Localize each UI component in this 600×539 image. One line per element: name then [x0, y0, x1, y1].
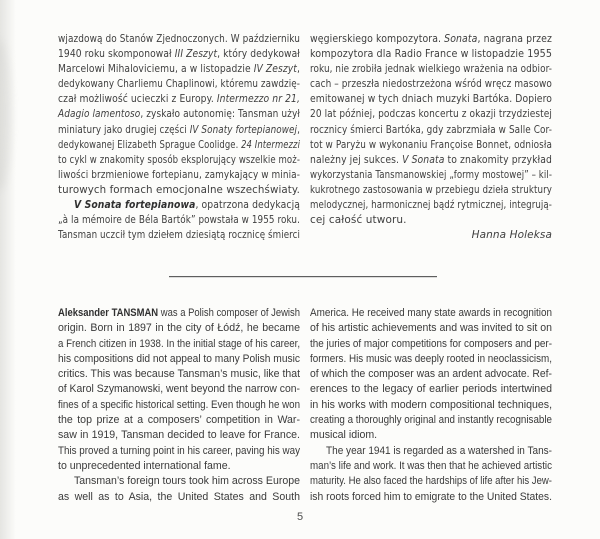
- text-line: wjazdową do Stanów Zjednoczonych. W październiku: [58, 33, 301, 45]
- text-line: critics. This was because Tansman’s music, like that: [58, 368, 301, 381]
- text-line: fines of a specific historical setting. Even though he won: [58, 398, 300, 411]
- text-line: in his works with modern compositional techniques,: [310, 398, 553, 411]
- text-line: The year 1941 is regarded as a watershed in Tans-: [326, 444, 553, 457]
- top-right-column: [310, 32, 552, 243]
- text-line: America. He received many state awards in recognition: [310, 307, 553, 319]
- text-line: melodycznej, harmonicznej bądź rytmicznej, integrują-: [310, 199, 553, 212]
- text-line: Aleksander TANSMAN was a Polish composer of Jewish: [58, 307, 300, 319]
- text-line: ish roots forced him to emigrate to the United States.: [310, 490, 552, 503]
- text-line: dedykowanej Elizabeth Sprague Coolidge. 24 Intermezzi: [58, 138, 300, 151]
- text-line: of Karol Szymanowski, went beyond the narrow con-: [58, 383, 301, 396]
- bottom-right-column: [310, 306, 552, 505]
- text-line: kompozytora dla Radio France w listopadzie 1955: [310, 48, 552, 61]
- text-line: Marcelowi Mihaloviciemu, a w listopadzie IV Zeszyt,: [58, 63, 301, 76]
- text-line: czał możliwość ucieczki z Europy. Intermezzo nr 21,: [58, 93, 300, 106]
- text-line: kukrotnego zastosowania w przebiegu dzieła struktury: [310, 183, 553, 196]
- text-line: as well as to Asia, the United States and South: [58, 490, 300, 503]
- page-number: 5: [296, 511, 304, 523]
- text-line: roku, nie zrobiła jednak wielkiego wrażenia na odbior-: [310, 63, 553, 76]
- text-line: cej całość utworu.: [310, 214, 407, 227]
- text-line: formers. His music was deeply rooted in neoclassicism,: [310, 352, 553, 365]
- text-line: the juries of major competitions for composers and per-: [310, 337, 553, 350]
- text-line: Tansman uczcił tym dziełem dziesiątą rocznicę śmierci: [58, 229, 300, 242]
- text-line: erences to the legacy of earlier periods intertwined: [310, 383, 552, 396]
- text-line: 1940 roku skomponował III Zeszyt, który dedykował: [58, 48, 300, 61]
- text-line: maturity. He also faced the hardships of life after his Jew-: [310, 475, 552, 488]
- text-line: the top prize at a composers’ competition in War-: [58, 414, 300, 427]
- text-line: a French citizen in 1938. In the initial stage of his career,: [58, 337, 301, 350]
- text-line: to unprecedented international fame.: [58, 459, 231, 472]
- english-text-section: [58, 306, 553, 505]
- text-line: Adagio lamentoso, zyskało autonomię: Tansman użył: [58, 108, 300, 121]
- text-line: rocznicy śmierci Bartóka, gdy zabrzmiała w Salle Cor-: [310, 123, 553, 136]
- text-line: „à la mémoire de Béla Bartók” powstała w 1955 roku.: [58, 214, 300, 227]
- section-divider: [169, 276, 437, 277]
- text-line: This proved a turning point in his career, paving his way: [58, 444, 300, 457]
- text-line: 20 lat później, podczas koncertu z okazji trzydziestej: [310, 108, 553, 121]
- bottom-left-column: [58, 306, 300, 505]
- text-line: to cykl w znakomity sposób eksplorujący wszelkie moż-: [58, 153, 301, 166]
- text-line: of which the composer was an ardent advocate. Ref-: [310, 368, 553, 381]
- text-line: należny jej sukces. V Sonata to znakomity przykład: [310, 153, 552, 166]
- text-line: emitowanej w tych dniach muzyki Bartóka. Dopiero: [310, 93, 552, 106]
- text-line: origin. Born in 1897 in the city of Łódź, he became: [58, 322, 300, 335]
- text-line: Tansman’s foreign tours took him across Europe: [74, 475, 300, 488]
- text-line: of his artistic achievements and was invited to sit on: [310, 322, 552, 335]
- text-line: his compositions did not appeal to many Polish music: [58, 352, 301, 365]
- text-line: musical idiom.: [310, 429, 378, 442]
- text-line: creating a thoroughly original and instantly recognisable: [310, 414, 553, 427]
- text-line: wykorzystania Tansmanowskiej „formy mostowej” – kil-: [310, 168, 553, 181]
- text-line: tot w Paryżu w wykonaniu Françoise Bonnet, odniosła: [310, 138, 553, 151]
- text-line: V Sonata fortepianowa, opatrzona dedykacją: [74, 199, 301, 212]
- polish-text-section: [58, 32, 553, 243]
- text-line: węgierskiego kompozytora. Sonata, nagrana przez: [310, 33, 552, 45]
- text-line: dedykowany Charliemu Chaplinowi, któremu zawdzię-: [58, 78, 301, 91]
- text-line: saw in 1919, Tansman decided to leave for France.: [58, 429, 300, 442]
- top-left-column: [58, 32, 300, 243]
- text-line: turowych formach emocjonalne wszechświaty.: [58, 183, 301, 196]
- byline: Hanna Holeksa: [471, 229, 552, 242]
- text-line: miniatury jako drugiej części IV Sonaty fortepianowej,: [58, 123, 300, 136]
- text-line: liwości brzmieniowe fortepianu, zamykający w minia-: [58, 168, 300, 181]
- text-line: man’s life and work. It was then that he achieved artistic: [310, 459, 552, 472]
- text-line: cach – przeszła niedostrzeżona wśród wręcz masowo: [310, 78, 553, 91]
